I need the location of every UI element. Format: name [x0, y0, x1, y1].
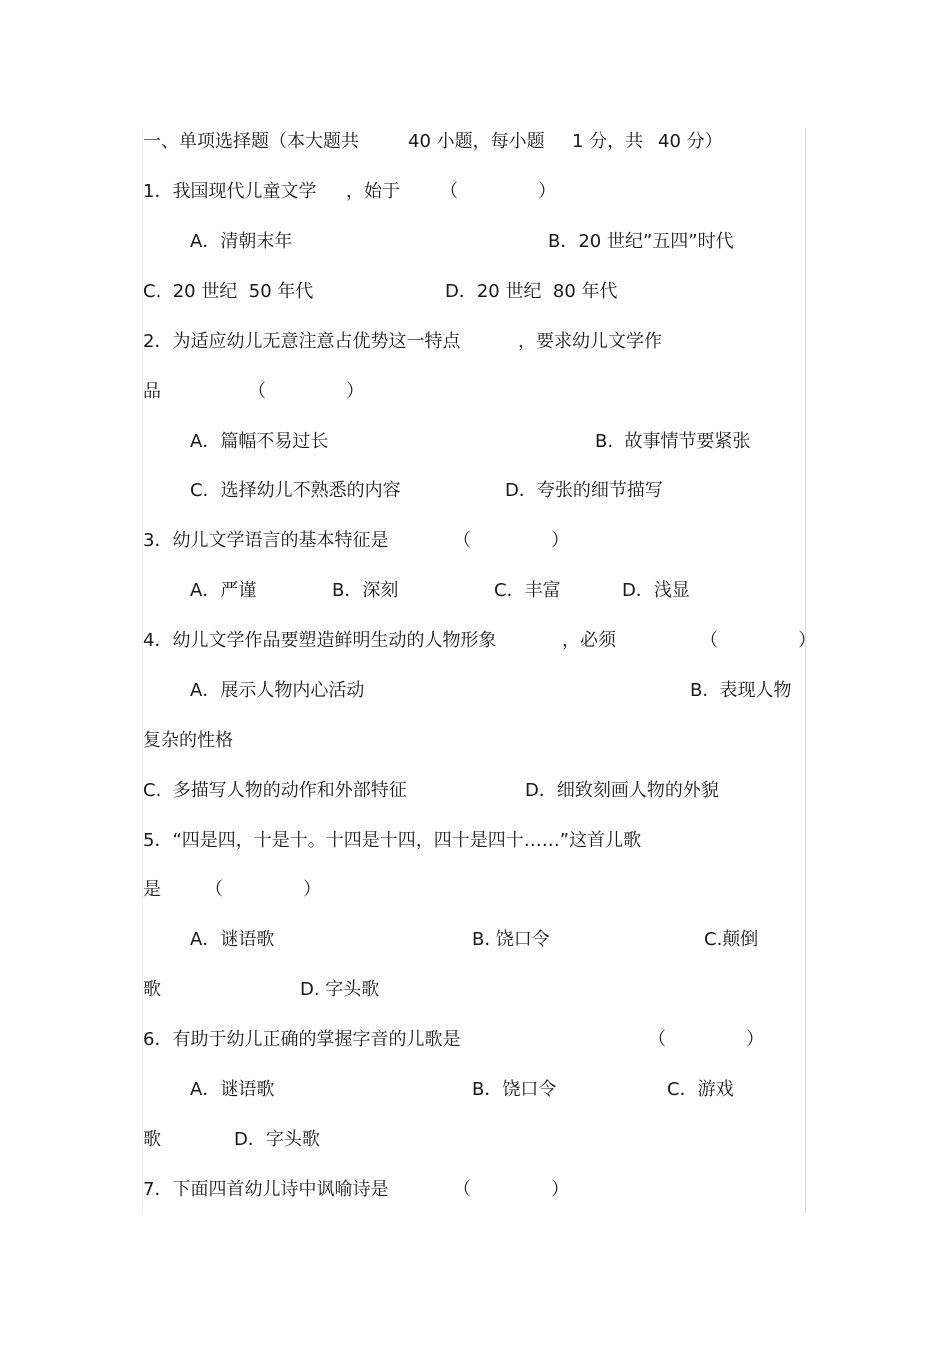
q5-stem: 5．“四是四，十是十。十四是十四，四十是四十……”这首儿歌: [143, 830, 642, 851]
q6-option-a: A．谜语歌: [190, 1079, 275, 1100]
q1-option-a: A．清朝末年: [190, 231, 293, 252]
q2-option-b: B. 故事情节要紧张: [595, 431, 751, 452]
q6-option-b: B．饶口令: [472, 1079, 557, 1100]
q2-option-c: C．选择幼儿不熟悉的内容: [190, 480, 401, 501]
q3-answer-blank: （ ）: [453, 530, 570, 551]
q1-option-c: C. 20 世纪 50 年代: [143, 281, 314, 302]
section-header-part3: 1 分，共: [572, 131, 644, 152]
q7-stem: 7．下面四首幼儿诗中讽喻诗是: [143, 1179, 389, 1200]
q1-option-d: D．20 世纪 80 年代: [445, 281, 618, 302]
q2-stem: 2．为适应幼儿无意注意占优势这一特点: [143, 331, 461, 352]
q2-option-d: D．夸张的细节描写: [505, 480, 663, 501]
q4-option-a: A．展示人物内心活动: [190, 680, 365, 701]
q6-answer-blank: （ ）: [648, 1029, 765, 1050]
section-header-part4: 40 分）: [658, 131, 723, 152]
q5-option-c-continued: 歌: [143, 979, 161, 1000]
q3-option-b: B．深刻: [332, 580, 399, 601]
q5-answer-blank: （ ）: [205, 879, 322, 900]
q1-option-b: B．20 世纪”五四”时代: [548, 231, 734, 252]
q4-option-c: C. 多描写人物的动作和外部特征: [143, 780, 407, 801]
q4-option-b-continued: 复杂的性格: [143, 730, 233, 751]
q2-answer-blank: （ ）: [248, 381, 365, 402]
q5-option-a: A．谜语歌: [190, 929, 275, 950]
q3-stem: 3．幼儿文学语言的基本特征是: [143, 530, 389, 551]
q4-stem-tail: ，必须: [562, 630, 616, 651]
q4-answer-blank: （ ）: [700, 630, 817, 651]
section-header-part2: 40 小题，每小题: [408, 131, 545, 152]
q4-option-d: D．细致刻画人物的外貌: [525, 780, 719, 801]
right-page-margin-line: [805, 128, 806, 1213]
q2-stem-tail: ，要求幼儿文学作: [518, 331, 662, 352]
q3-option-a: A．严谨: [190, 580, 257, 601]
q5-stem-continued: 是: [143, 879, 161, 900]
q3-option-c: C．丰富: [494, 580, 561, 601]
q1-answer-blank: （ ）: [440, 181, 557, 202]
q6-option-d: D．字头歌: [234, 1129, 320, 1150]
q6-option-c-continued: 歌: [143, 1129, 161, 1150]
q6-option-c: C．游戏: [667, 1079, 734, 1100]
q1-stem: 1．我国现代儿童文学: [143, 181, 317, 202]
q2-option-a: A．篇幅不易过长: [190, 431, 329, 452]
q5-option-d: D. 字头歌: [300, 979, 380, 1000]
q5-option-b: B. 饶口令: [472, 929, 550, 950]
q2-stem-continued: 品: [143, 381, 161, 402]
q4-stem: 4．幼儿文学作品要塑造鲜明生动的人物形象: [143, 630, 497, 651]
q6-stem: 6．有助于幼儿正确的掌握字音的儿歌是: [143, 1029, 461, 1050]
q1-stem-tail: ，始于: [346, 181, 400, 202]
q3-option-d: D．浅显: [622, 580, 690, 601]
q5-option-c: C.颠倒: [704, 929, 759, 950]
q4-option-b: B. 表现人物: [690, 680, 792, 701]
q7-answer-blank: （ ）: [453, 1179, 570, 1200]
section-header-part1: 一、单项选择题（本大题共: [143, 131, 359, 152]
